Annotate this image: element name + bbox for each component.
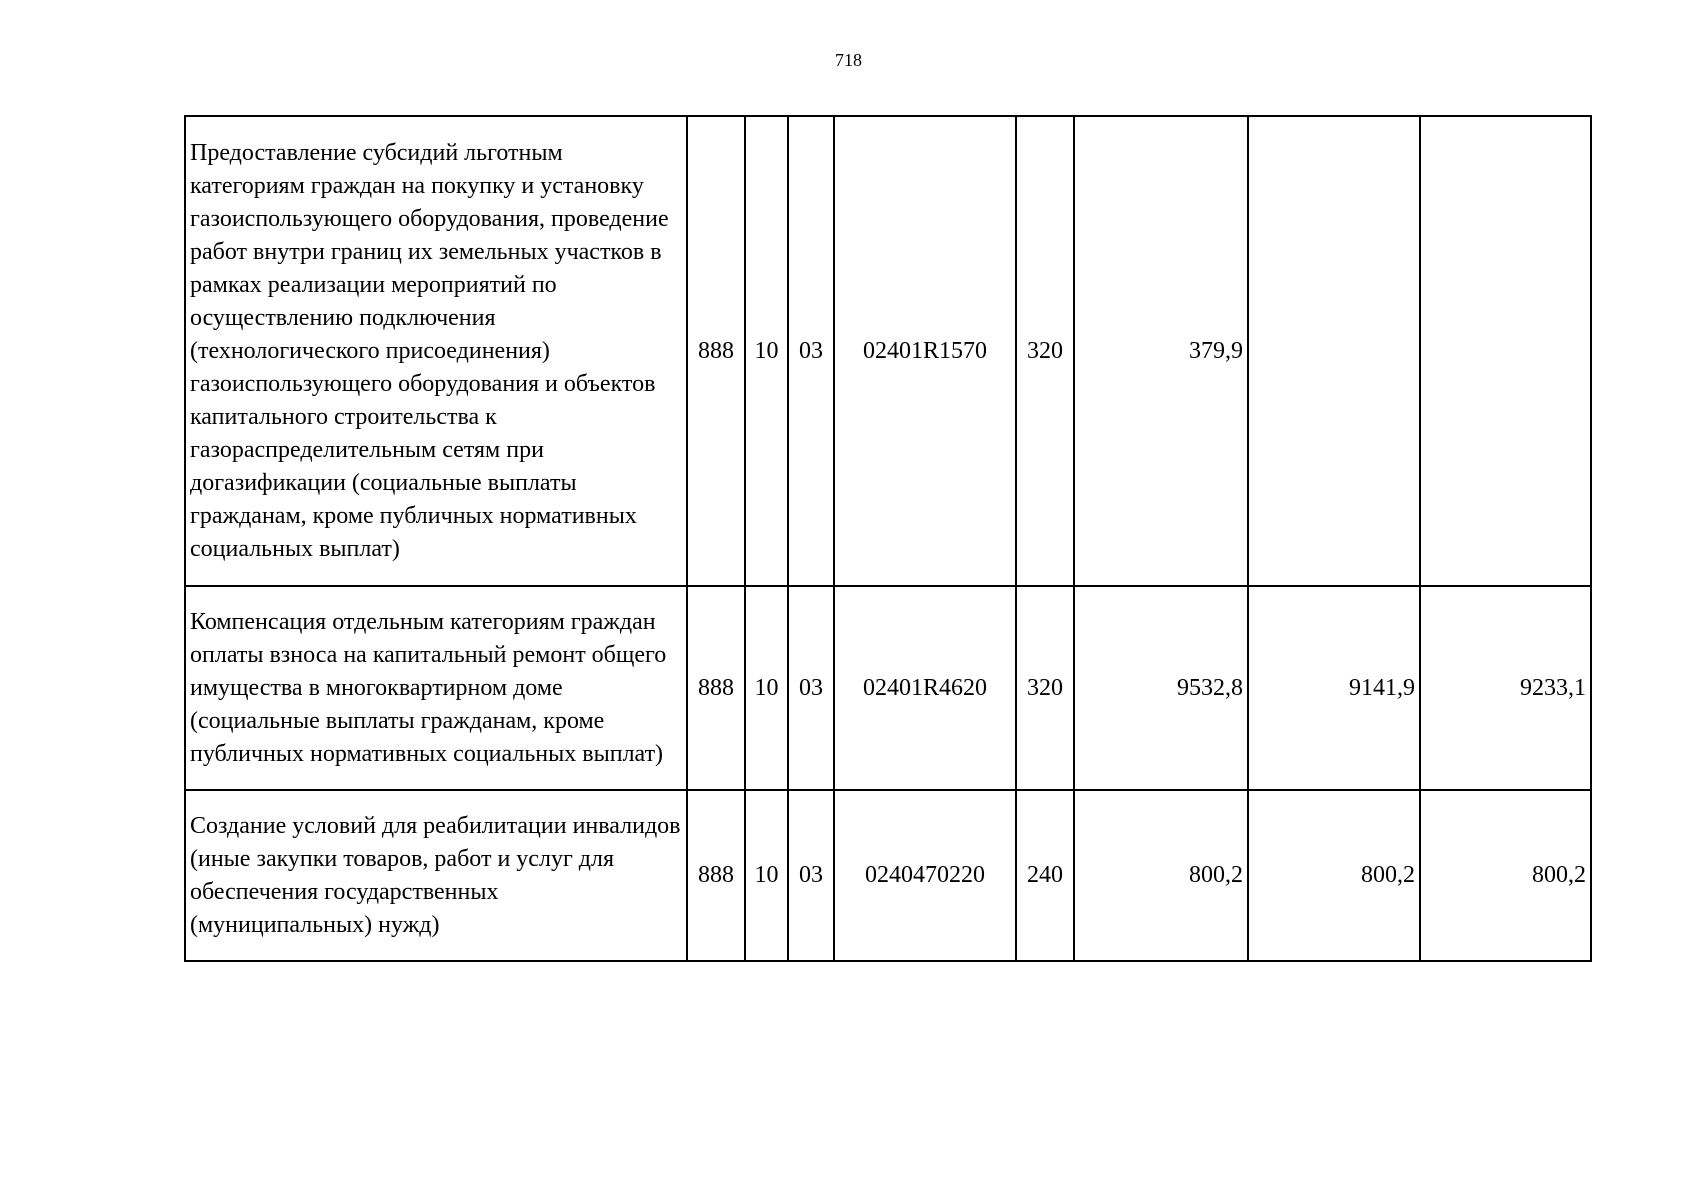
subsection-code: 03	[788, 790, 834, 961]
budget-table	[184, 115, 1592, 962]
table-row	[185, 586, 1591, 790]
amount-year-2: 800,2	[1248, 790, 1420, 961]
amount-year-1: 379,9	[1074, 116, 1248, 586]
subsection-code: 03	[788, 116, 834, 586]
amount-year-3: 9233,1	[1420, 586, 1591, 790]
expense-name: Создание условий для реабилитации инвалидов (иные закупки товаров, работ и услуг для обеспечения государственных (муниципальных) нужд)	[185, 790, 687, 961]
amount-year-2: 9141,9	[1248, 586, 1420, 790]
expense-name: Компенсация отдельным категориям граждан оплаты взноса на капитальный ремонт общего имущества в многоквартирном доме (социальные выплаты гражданам, кроме публичных нормативных социальных выплат)	[185, 586, 687, 790]
target-article-code: 0240470220	[834, 790, 1016, 961]
expense-type-code: 240	[1016, 790, 1074, 961]
section-code: 10	[745, 790, 788, 961]
amount-year-2	[1248, 116, 1420, 586]
target-article-code: 02401R4620	[834, 586, 1016, 790]
amount-year-1: 9532,8	[1074, 586, 1248, 790]
ministry-code: 888	[687, 790, 745, 961]
expense-type-code: 320	[1016, 586, 1074, 790]
amount-year-1: 800,2	[1074, 790, 1248, 961]
ministry-code: 888	[687, 586, 745, 790]
table-row	[185, 790, 1591, 961]
expense-name: Предоставление субсидий льготным категориям граждан на покупку и установку газоиспользующего оборудования, проведение работ внутри границ их земельных участков в рамках реализации мероприятий по осуществлению подключения (технологического присоединения) газоиспользующего оборудования и объектов капитального строительства к газораспределительным сетям при догазификации (социальные выплаты гражданам, кроме публичных нормативных социальных выплат)	[185, 116, 687, 586]
section-code: 10	[745, 586, 788, 790]
amount-year-3	[1420, 116, 1591, 586]
section-code: 10	[745, 116, 788, 586]
amount-year-3: 800,2	[1420, 790, 1591, 961]
expense-type-code: 320	[1016, 116, 1074, 586]
subsection-code: 03	[788, 586, 834, 790]
ministry-code: 888	[687, 116, 745, 586]
page-number: 718	[835, 50, 862, 70]
table-row	[185, 116, 1591, 586]
target-article-code: 02401R1570	[834, 116, 1016, 586]
